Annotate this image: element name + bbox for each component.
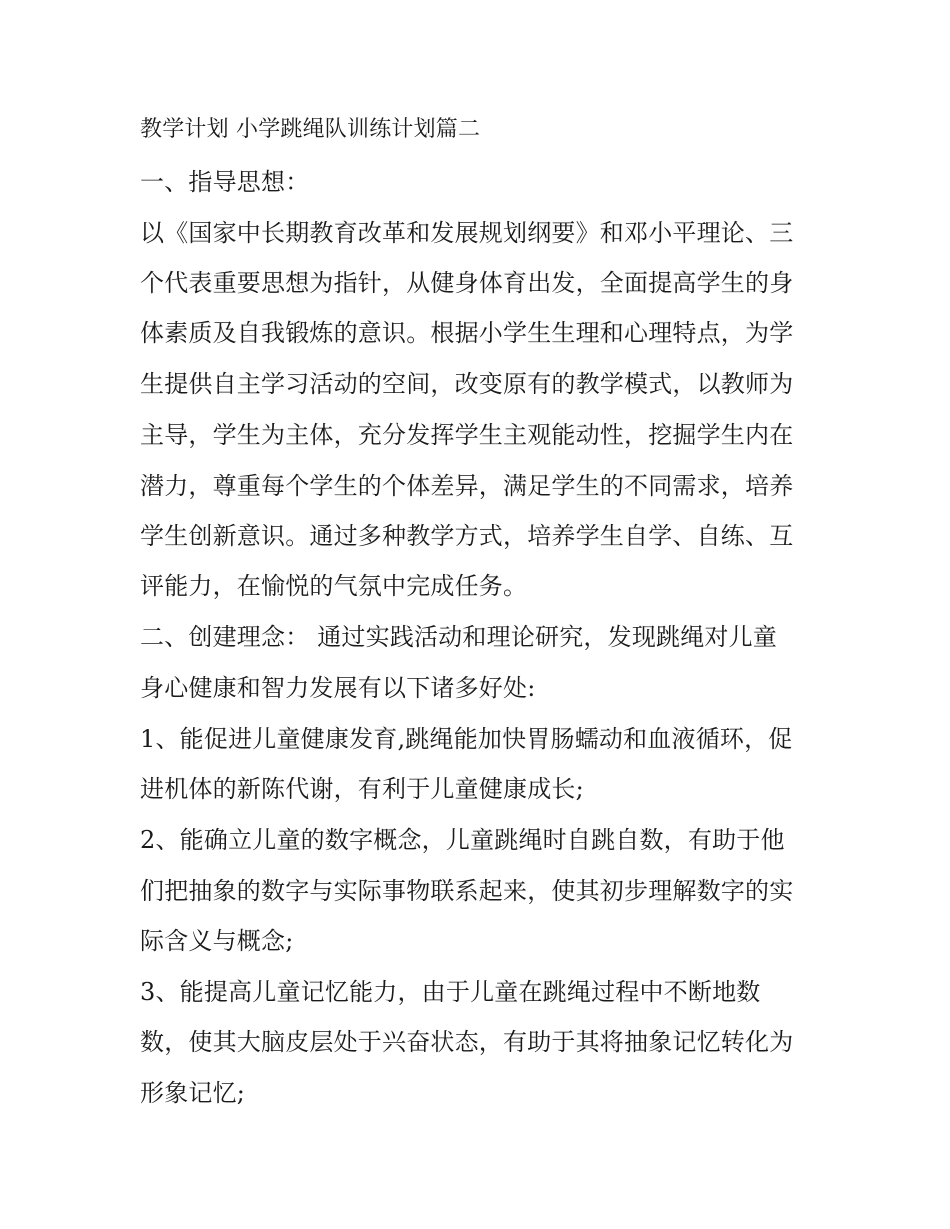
list-item-2: 2、能确立儿童的数字概念，儿童跳绳时自跳自数，有助于他	[140, 826, 785, 854]
list-item-3: 3、能提高儿童记忆能力，由于儿童在跳绳过程中不断地数	[140, 978, 761, 1006]
paragraph-line: 评能力，在愉悦的气氛中完成任务。	[140, 572, 528, 600]
paragraph-line: 以《国家中长期教育改革和发展规划纲要》和邓小平理论、三	[140, 219, 794, 247]
list-item-1: 1、能促进儿童健康发育,跳绳能加快胃肠蠕动和血液循环，促	[140, 725, 793, 753]
paragraph-line: 形象记忆;	[140, 1079, 246, 1107]
paragraph-line: 际含义与概念;	[140, 927, 294, 955]
paragraph-line: 们把抽象的数字与实际事物联系起来，使其初步理解数字的实	[140, 877, 794, 905]
paragraph-line: 潜力，尊重每个学生的个体差异，满足学生的不同需求，培养	[140, 472, 794, 500]
paragraph-line: 数，使其大脑皮层处于兴奋状态，有助于其将抽象记忆转化为	[140, 1028, 794, 1056]
section-heading-concept: 二、创建理念： 通过实践活动和理论研究，发现跳绳对儿童	[140, 623, 778, 651]
paragraph-line: 身心健康和智力发展有以下诸多好处:	[140, 674, 536, 702]
paragraph-line: 体素质及自我锻炼的意识。根据小学生生理和心理特点，为学	[140, 319, 794, 347]
paragraph-line: 个代表重要思想为指针，从健身体育出发，全面提高学生的身	[140, 269, 794, 297]
paragraph-line: 生提供自主学习活动的空间，改变原有的教学模式，以教师为	[140, 370, 794, 398]
paragraph-line: 进机体的新陈代谢，有利于儿童健康成长;	[140, 775, 584, 803]
document-title: 教学计划 小学跳绳队训练计划篇二	[140, 117, 481, 142]
section-heading-guiding-ideology: 一、指导思想：	[140, 168, 310, 196]
paragraph-line: 学生创新意识。通过多种教学方式，培养学生自学、自练、互	[140, 522, 794, 550]
paragraph-line: 主导，学生为主体，充分发挥学生主观能动性，挖掘学生内在	[140, 421, 794, 449]
